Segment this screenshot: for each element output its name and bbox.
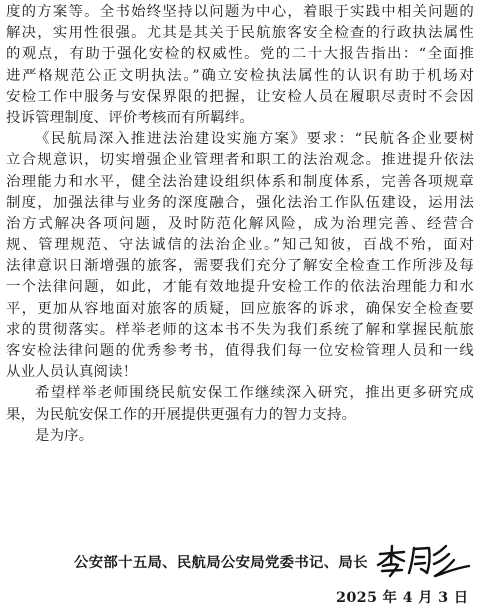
text-line: 解决，实用性很强。尤其是其关于民航旅客安全检查的行政执法属性 bbox=[6, 25, 474, 42]
text-line: 希望样举老师围绕民航安保工作继续深入研究，推出更多研究成 bbox=[35, 385, 474, 402]
text-line: 求的贯彻落实。样举老师的这本书不失为我们系统了解和掌握民航旅 bbox=[6, 321, 474, 338]
text-line: 治理能力和水平，健全法治建设组织体系和制度体系，完善各项规章 bbox=[6, 173, 474, 190]
text-line: 的观点，有助于强化安检的权威性。党的二十大报告指出：“全面推 bbox=[6, 46, 474, 63]
text-line: 进严格规范公正文明执法。”确立安检执法属性的认识有助于机场对 bbox=[6, 67, 474, 84]
text-line: 是为序。 bbox=[35, 427, 94, 444]
text-line: 客安检法律问题的优秀参考书，值得我们每一位安检管理人员和一线 bbox=[6, 343, 474, 359]
text-line: 法律意识日渐增强的旅客，需要我们充分了解安全检查工作所涉及每 bbox=[6, 258, 474, 275]
text-line: 平，更加从容地面对旅客的质疑，回应旅客的诉求，确保安全检查要 bbox=[6, 300, 474, 317]
signatory-title: 公安部十五局、民航局公安局党委书记、局长 bbox=[74, 554, 368, 571]
text-line: 治方式解决各项问题，及时防范化解风险，成为治理完善、经营合 bbox=[6, 215, 474, 232]
signature-block bbox=[74, 550, 474, 576]
handwritten-signature bbox=[374, 542, 474, 578]
signing-date: 2025 年 4 月 3 日 bbox=[336, 589, 469, 606]
text-line: 《民航局深入推进法治建设实施方案》要求：“民航各企业要树 bbox=[35, 131, 474, 148]
preface-body bbox=[6, 2, 474, 447]
text-line: 度的方案等。全书始终坚持以问题为中心，着眼于实践中相关问题的 bbox=[6, 4, 474, 20]
text-line: 规、管理规范、守法诚信的法治企业。”知己知彼，百战不殆，面对 bbox=[6, 237, 474, 254]
text-line: 立合规意识，切实增强企业管理者和职工的法治观念。推进提升依法 bbox=[6, 152, 474, 169]
text-line: 安检工作中服务与安保界限的把握，让安检人员在履职尽责时不会因 bbox=[6, 88, 474, 105]
text-line: 从业人员认真阅读！ bbox=[6, 364, 138, 381]
text-line: 制度，加强法律与业务的深度融合，强化法治工作队伍建设，运用法 bbox=[6, 194, 474, 211]
text-line: 一个法律问题，如此，才能有效地提升安检工作的依法治理能力和水 bbox=[6, 279, 474, 296]
text-line: 果，为民航安保工作的开展提供更强有力的智力支持。 bbox=[6, 406, 357, 423]
text-line: 投诉管理制度、评价考核而有所羁绊。 bbox=[6, 109, 255, 126]
